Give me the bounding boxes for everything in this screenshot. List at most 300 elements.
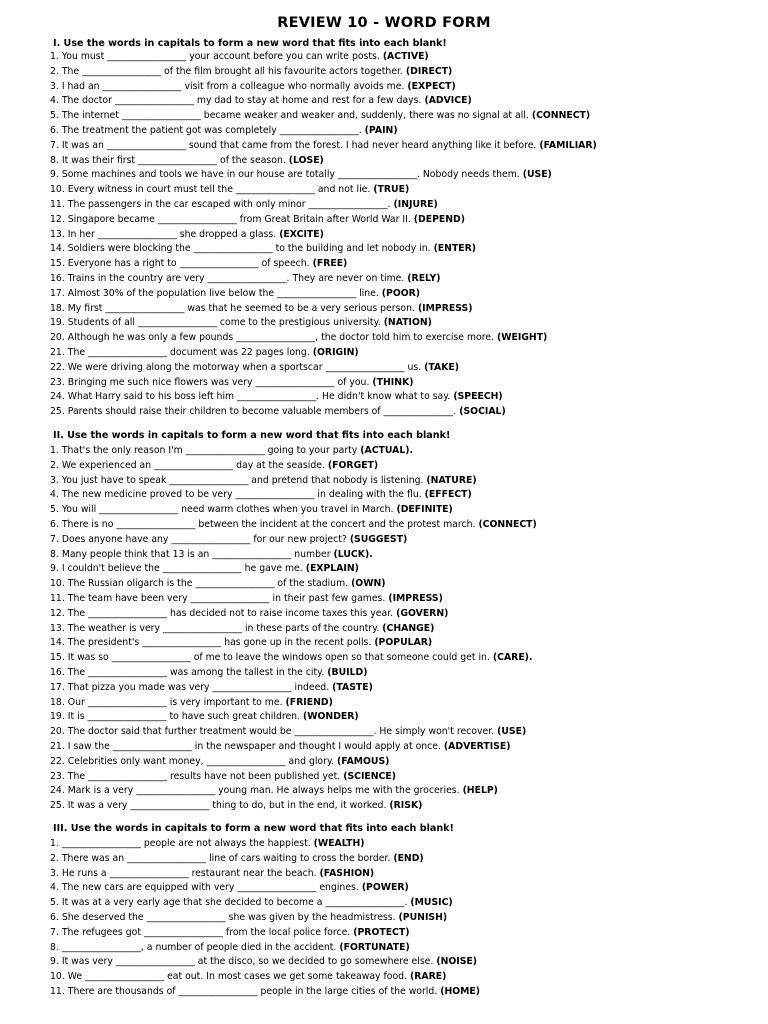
sentence-start: Parents should raise their children to become valuable members of	[67, 406, 384, 418]
sentence-start: I saw the	[67, 740, 113, 752]
answer-blank: _________________	[325, 361, 405, 373]
exercise-item	[50, 242, 750, 257]
answer-blank: _________________	[185, 445, 265, 456]
exercise-item	[50, 228, 750, 243]
item-number: 8.	[50, 941, 59, 953]
answer-blank: _________________	[207, 272, 287, 284]
sentence-end: .	[453, 406, 457, 418]
sentence-end: your account before you can write posts.	[186, 51, 380, 62]
section-2	[50, 428, 750, 814]
base-word: (END)	[393, 852, 424, 864]
exercise-item	[50, 518, 750, 533]
base-word: (DIRECT)	[405, 65, 453, 77]
base-word: (RELY)	[407, 272, 441, 284]
answer-blank: _________________	[235, 184, 315, 196]
exercise-item	[50, 272, 750, 287]
base-word: (PAIN)	[364, 124, 398, 136]
exercise-item	[50, 548, 750, 563]
sentence-start: The	[67, 607, 89, 619]
base-word: (SPEECH)	[453, 391, 503, 403]
exercise-item	[50, 896, 750, 911]
sentence-start: You must	[61, 51, 108, 62]
sentence-end: was that he seemed to be a very serious person.	[184, 302, 415, 314]
answer-blank: _________________	[99, 504, 179, 516]
exercise-item	[50, 740, 750, 755]
sentence-start: We experienced an	[61, 459, 155, 471]
answer-blank: _________________	[171, 533, 251, 545]
sentence-start: My first	[67, 302, 106, 314]
sentence-start: He runs a	[61, 867, 110, 879]
sentence-start: We	[67, 971, 86, 983]
exercise-item	[50, 94, 750, 109]
exercise-item	[50, 607, 750, 622]
exercise-item	[50, 636, 750, 651]
base-word: (DEPEND)	[413, 213, 466, 225]
sentence-start: The new cars are equipped with very	[61, 882, 238, 894]
sentence-start: It is	[67, 711, 88, 723]
sentence-start: The internet	[61, 110, 122, 122]
exercise-item	[50, 852, 750, 867]
item-number: 18.	[50, 696, 65, 708]
base-word: (SOCIAL)	[459, 406, 506, 418]
sentence-end: eat out. In most cases we get some takeaway food.	[164, 971, 408, 983]
sentence-start: You just have to speak	[61, 474, 170, 486]
item-number: 6.	[50, 124, 59, 136]
item-number: 1.	[50, 838, 59, 849]
base-word: (FORTUNATE)	[339, 941, 410, 953]
item-number: 5.	[50, 504, 59, 516]
sentence-end: . Nobody needs them.	[416, 169, 520, 181]
answer-blank: _________________	[143, 926, 223, 938]
answer-blank: _________________	[157, 213, 237, 225]
exercise-item	[50, 881, 750, 896]
exercise-item	[50, 941, 750, 956]
item-number: 2.	[50, 65, 59, 77]
base-word: (RARE)	[410, 971, 447, 983]
exercise-item	[50, 784, 750, 799]
section-1	[50, 37, 750, 420]
base-word: (BUILD)	[327, 666, 368, 678]
sentence-start: Celebrities only want money,	[67, 755, 207, 767]
sentence-end: has gone up in the recent polls.	[221, 637, 372, 649]
item-number: 22.	[50, 755, 65, 767]
sentence-start: Does anyone have any	[61, 533, 172, 545]
sentence-end: young man. He always helps me with the groceries.	[215, 785, 460, 797]
sentence-start: It was a very	[67, 800, 131, 812]
sentence-start: What Harry said to his boss left him	[67, 391, 238, 403]
item-number: 6.	[50, 911, 59, 923]
item-number: 25.	[50, 406, 65, 418]
item-number: 1.	[50, 51, 59, 62]
item-number: 13.	[50, 622, 65, 634]
sentence-end: number	[291, 548, 331, 560]
sentence-end: engines.	[316, 882, 359, 894]
item-number: 10.	[50, 971, 65, 983]
item-number: 5.	[50, 110, 59, 122]
answer-blank: _________________	[190, 592, 270, 604]
base-word: (ACTIVE)	[382, 51, 429, 62]
answer-blank: _________________	[107, 51, 187, 62]
base-word: (FORGET)	[327, 459, 379, 471]
base-word: (CHANGE)	[382, 622, 435, 634]
sentence-end: was among the tallest in the city.	[167, 666, 325, 678]
answer-blank: _________________	[137, 317, 217, 329]
sentence-start: Mark is a very	[67, 785, 137, 797]
base-word: (EXCITE)	[279, 228, 324, 240]
item-number: 23.	[50, 770, 65, 782]
item-number: 10.	[50, 184, 65, 196]
base-word: (EFFECT)	[424, 489, 472, 501]
sentence-start: The refugees got	[61, 926, 144, 938]
sentence-start: It was so	[67, 652, 112, 664]
sentence-start: It was at a very early age that she decided to become a	[61, 897, 326, 909]
item-number: 9.	[50, 956, 59, 968]
sentence-end: from the local police force.	[222, 926, 351, 938]
answer-blank: _________________	[127, 852, 207, 864]
base-word: (EXPECT)	[407, 80, 456, 92]
sentence-end: people in the large cities of the world.	[257, 985, 438, 997]
sentence-start: Trains in the country are very	[67, 272, 208, 284]
sentence-end: results have not been published yet.	[167, 770, 341, 782]
item-number: 7.	[50, 926, 59, 938]
sentence-end: of the film brought all his favourite actors together.	[161, 65, 403, 77]
answer-blank: _________________	[235, 489, 315, 501]
item-number: 20.	[50, 726, 65, 738]
item-number: 11.	[50, 985, 65, 997]
answer-blank: _______________	[383, 406, 454, 418]
exercise-item	[50, 316, 750, 331]
exercise-item	[50, 755, 750, 770]
sentence-start: Every witness in court must tell the	[67, 184, 236, 196]
sentence-end: in dealing with the flu.	[314, 489, 422, 501]
sentence-end: and glory.	[285, 755, 335, 767]
answer-blank: _________________	[112, 740, 192, 752]
sentence-start: Although he was only a few pounds	[67, 332, 237, 344]
item-number: 22.	[50, 361, 65, 373]
answer-blank: _________________	[237, 391, 317, 403]
answer-blank: _________________	[87, 696, 167, 708]
sentence-end: .	[387, 198, 391, 210]
sentence-start: Some machines and tools we have in our house are totally	[61, 169, 338, 181]
sentence-start: In her	[67, 228, 98, 240]
sentence-end: she was given by the headmistress.	[225, 911, 396, 923]
sentence-start: Singapore became	[67, 213, 158, 225]
exercise-item	[50, 666, 750, 681]
answer-blank: _________________	[136, 785, 216, 797]
base-word: (PUNISH)	[398, 911, 448, 923]
sentence-end: is very important to me.	[166, 696, 283, 708]
sentence-end: sound that came from the forest. I had never heard anything like it before.	[185, 139, 537, 151]
exercise-item	[50, 405, 750, 420]
exercise-list	[50, 837, 750, 1000]
base-word: (LUCK).	[333, 548, 373, 560]
base-word: (PROTECT)	[353, 926, 410, 938]
exercise-item	[50, 710, 750, 725]
sentence-start: The new medicine proved to be very	[61, 489, 236, 501]
answer-blank: _________________	[109, 867, 189, 879]
exercise-item	[50, 725, 750, 740]
exercise-item	[50, 154, 750, 169]
exercise-item	[50, 799, 750, 814]
exercise-item	[50, 533, 750, 548]
sentence-start: There are thousands of	[67, 985, 179, 997]
answer-blank: _________________	[138, 154, 218, 166]
answer-blank: _________________	[116, 518, 196, 530]
base-word: (FREE)	[312, 258, 348, 270]
sentence-end: . He didn't know what to say.	[316, 391, 451, 403]
base-word: (HELP)	[462, 785, 498, 797]
exercise-item	[50, 257, 750, 272]
sentence-start: The weather is very	[67, 622, 163, 634]
sentence-end: going to your party	[264, 445, 358, 456]
exercise-item	[50, 444, 750, 459]
item-number: 9.	[50, 169, 59, 181]
base-word: (CONNECT)	[531, 110, 591, 122]
sentence-start: The doctor	[61, 95, 115, 107]
exercise-item	[50, 985, 750, 1000]
sentence-start: That's the only reason I'm	[61, 445, 186, 456]
sentence-start: You will	[61, 504, 100, 516]
answer-blank: _________________	[195, 578, 275, 590]
sentence-start: The	[67, 770, 89, 782]
sentence-end: indeed.	[291, 681, 330, 693]
sentence-end: restaurant near the beach.	[188, 867, 317, 879]
answer-blank: _________________	[88, 770, 168, 782]
exercise-item	[50, 867, 750, 882]
sentence-start: Soldiers were blocking the	[67, 243, 194, 255]
exercise-item	[50, 80, 750, 95]
exercise-item	[50, 622, 750, 637]
answer-blank: _________________	[206, 755, 286, 767]
answer-blank: _________________	[337, 169, 417, 181]
exercise-list	[50, 50, 750, 420]
exercise-item	[50, 837, 750, 852]
item-number: 5.	[50, 897, 59, 909]
answer-blank: _________________	[178, 985, 258, 997]
sentence-end: line of cars waiting to cross the border.	[206, 852, 391, 864]
sentence-end: document was 22 pages long.	[167, 346, 310, 358]
exercise-item	[50, 970, 750, 985]
answer-blank: _________________	[193, 243, 273, 255]
item-number: 12.	[50, 213, 65, 225]
exercise-list	[50, 444, 750, 814]
answer-blank: _________________	[114, 95, 194, 107]
sentence-start: The	[67, 666, 89, 678]
answer-blank: _________________	[97, 228, 177, 240]
answer-blank: _________________	[87, 711, 167, 723]
base-word: (TAKE)	[424, 361, 460, 373]
sentence-start: The president's	[67, 637, 143, 649]
base-word: (ENTER)	[433, 243, 477, 255]
base-word: (TASTE)	[332, 681, 373, 693]
exercise-item	[50, 474, 750, 489]
exercise-item	[50, 911, 750, 926]
base-word: (USE)	[497, 726, 527, 738]
exercise-item	[50, 926, 750, 941]
answer-blank: _________________	[61, 941, 141, 953]
answer-blank: _________________	[179, 258, 259, 270]
exercise-item	[50, 955, 750, 970]
sentence-start: There was an	[61, 852, 128, 864]
item-number: 14.	[50, 243, 65, 255]
answer-blank: _________________	[106, 139, 186, 151]
base-word: (WEALTH)	[313, 838, 365, 849]
exercise-item	[50, 681, 750, 696]
answer-blank: _________________	[255, 376, 335, 388]
sentence-start: The team have been very	[67, 592, 191, 604]
base-word: (NATURE)	[426, 474, 477, 486]
item-number: 16.	[50, 272, 65, 284]
sentence-end: between the incident at the concert and the protest march.	[195, 518, 476, 530]
sentence-end: of the stadium.	[274, 578, 349, 590]
base-word: (NOISE)	[436, 956, 478, 968]
exercise-item	[50, 361, 750, 376]
item-number: 8.	[50, 154, 59, 166]
item-number: 7.	[50, 533, 59, 545]
base-word: (OWN)	[351, 578, 386, 590]
sentence-start: The	[61, 65, 83, 77]
item-number: 21.	[50, 740, 65, 752]
exercise-item	[50, 390, 750, 405]
item-number: 19.	[50, 317, 65, 329]
sentence-end: and not lie.	[314, 184, 371, 196]
answer-blank: _________________	[308, 198, 388, 210]
answer-blank: _________________	[102, 80, 182, 92]
base-word: (INJURE)	[393, 198, 438, 210]
exercise-item	[50, 651, 750, 666]
sentence-end: my dad to stay at home and rest for a few days.	[193, 95, 422, 107]
item-number: 8.	[50, 548, 59, 560]
sentence-start: That pizza you made was very	[67, 681, 213, 693]
sentence-end: in these parts of the country.	[241, 622, 380, 634]
answer-blank: _________________	[105, 302, 185, 314]
base-word: (MUSIC)	[410, 897, 453, 909]
sentence-end: at the disco, so we decided to go somewhere else.	[194, 956, 434, 968]
item-number: 10.	[50, 578, 65, 590]
base-word: (POWER)	[361, 882, 409, 894]
answer-blank: _________________	[169, 474, 249, 486]
sentence-end: of speech.	[258, 258, 310, 270]
sentence-end: come to the prestigious university.	[216, 317, 381, 329]
base-word: (IMPRESS)	[388, 592, 443, 604]
answer-blank: _________________	[61, 838, 141, 849]
answer-blank: _________________	[154, 459, 234, 471]
base-word: (USE)	[522, 169, 552, 181]
base-word: (HOME)	[440, 985, 481, 997]
base-word: (ADVERTISE)	[443, 740, 511, 752]
item-number: 2.	[50, 852, 59, 864]
answer-blank: _________________	[82, 65, 162, 77]
sentence-start: I had an	[61, 80, 103, 92]
base-word: (IMPRESS)	[417, 302, 473, 314]
item-number: 6.	[50, 518, 59, 530]
base-word: (LOSE)	[288, 154, 324, 166]
item-number: 4.	[50, 489, 59, 501]
sentence-start: Many people think that 13 is an	[61, 548, 213, 560]
item-number: 7.	[50, 139, 59, 151]
answer-blank: _________________	[142, 637, 222, 649]
sentence-end: has decided not to raise income taxes this year.	[167, 607, 394, 619]
sentence-start: Our	[67, 696, 88, 708]
sentence-start: Everyone has a right to	[67, 258, 180, 270]
answer-blank: _________________	[237, 882, 317, 894]
sentence-start: Bringing me such nice flowers was very	[67, 376, 256, 388]
sentence-start: We were driving along the motorway when a sportscar	[67, 361, 326, 373]
sentence-end: .	[404, 897, 408, 909]
base-word: (THINK)	[372, 376, 414, 388]
answer-blank: _________________	[130, 800, 210, 812]
sentence-end: of you.	[334, 376, 370, 388]
answer-blank: _________________	[325, 897, 405, 909]
sentence-end: need warm clothes when you travel in March.	[178, 504, 394, 516]
answer-blank: _________________	[277, 287, 357, 299]
exercise-item	[50, 577, 750, 592]
base-word: (CONNECT)	[478, 518, 537, 530]
exercise-item	[50, 183, 750, 198]
item-number: 24.	[50, 785, 65, 797]
exercise-item	[50, 198, 750, 213]
sentence-start: The treatment the patient got was completely	[61, 124, 280, 136]
sentence-start: Almost 30% of the population live below the	[67, 287, 278, 299]
answer-blank: _________________	[121, 110, 201, 122]
item-number: 3.	[50, 80, 59, 92]
section-heading: II. Use the words in capitals to form a new word that fits into each blank!	[53, 430, 451, 441]
item-number: 4.	[50, 882, 59, 894]
base-word: (FAMILIAR)	[539, 139, 597, 151]
sentence-end: .	[358, 124, 362, 136]
sentence-end: he gave me.	[241, 563, 303, 575]
sentence-end: . He simply won't recover.	[373, 726, 495, 738]
item-number: 14.	[50, 637, 65, 649]
base-word: (RISK)	[389, 800, 423, 812]
sentence-start: The	[67, 346, 89, 358]
sentence-start: It was very	[61, 956, 116, 968]
answer-blank: _________________	[85, 971, 165, 983]
sentence-end: and pretend that nobody is listening.	[248, 474, 424, 486]
base-word: (EXPLAIN)	[305, 563, 359, 575]
base-word: (SCIENCE)	[343, 770, 396, 782]
sentence-start: The doctor said that further treatment would be	[67, 726, 295, 738]
sentence-start: There is no	[61, 518, 117, 530]
answer-blank: _________________	[162, 622, 242, 634]
item-number: 3.	[50, 474, 59, 486]
section-3	[50, 821, 750, 1000]
answer-blank: _________________	[88, 607, 168, 619]
answer-blank: _________________	[212, 548, 292, 560]
item-number: 3.	[50, 867, 59, 879]
base-word: (ACTUAL).	[360, 445, 414, 456]
page-title: REVIEW 10 - WORD FORM	[277, 15, 491, 31]
base-word: (CARE).	[492, 652, 533, 664]
answer-blank: _________________	[111, 652, 191, 664]
base-word: (FASHION)	[319, 867, 375, 879]
item-number: 15.	[50, 258, 65, 270]
item-number: 18.	[50, 302, 65, 314]
sentence-end: from Great Britain after World War II.	[236, 213, 411, 225]
exercise-item	[50, 346, 750, 361]
answer-blank: _________________	[294, 726, 374, 738]
answer-blank: _________________	[88, 346, 168, 358]
item-number: 19.	[50, 711, 65, 723]
section-heading: I. Use the words in capitals to form a new word that fits into each blank!	[53, 38, 447, 49]
item-number: 23.	[50, 376, 65, 388]
exercise-item	[50, 65, 750, 80]
item-number: 16.	[50, 666, 65, 678]
base-word: (SUGGEST)	[349, 533, 408, 545]
sentence-end: in their past few games.	[269, 592, 386, 604]
sentence-start: I couldn't believe the	[61, 563, 163, 575]
exercise-item	[50, 562, 750, 577]
